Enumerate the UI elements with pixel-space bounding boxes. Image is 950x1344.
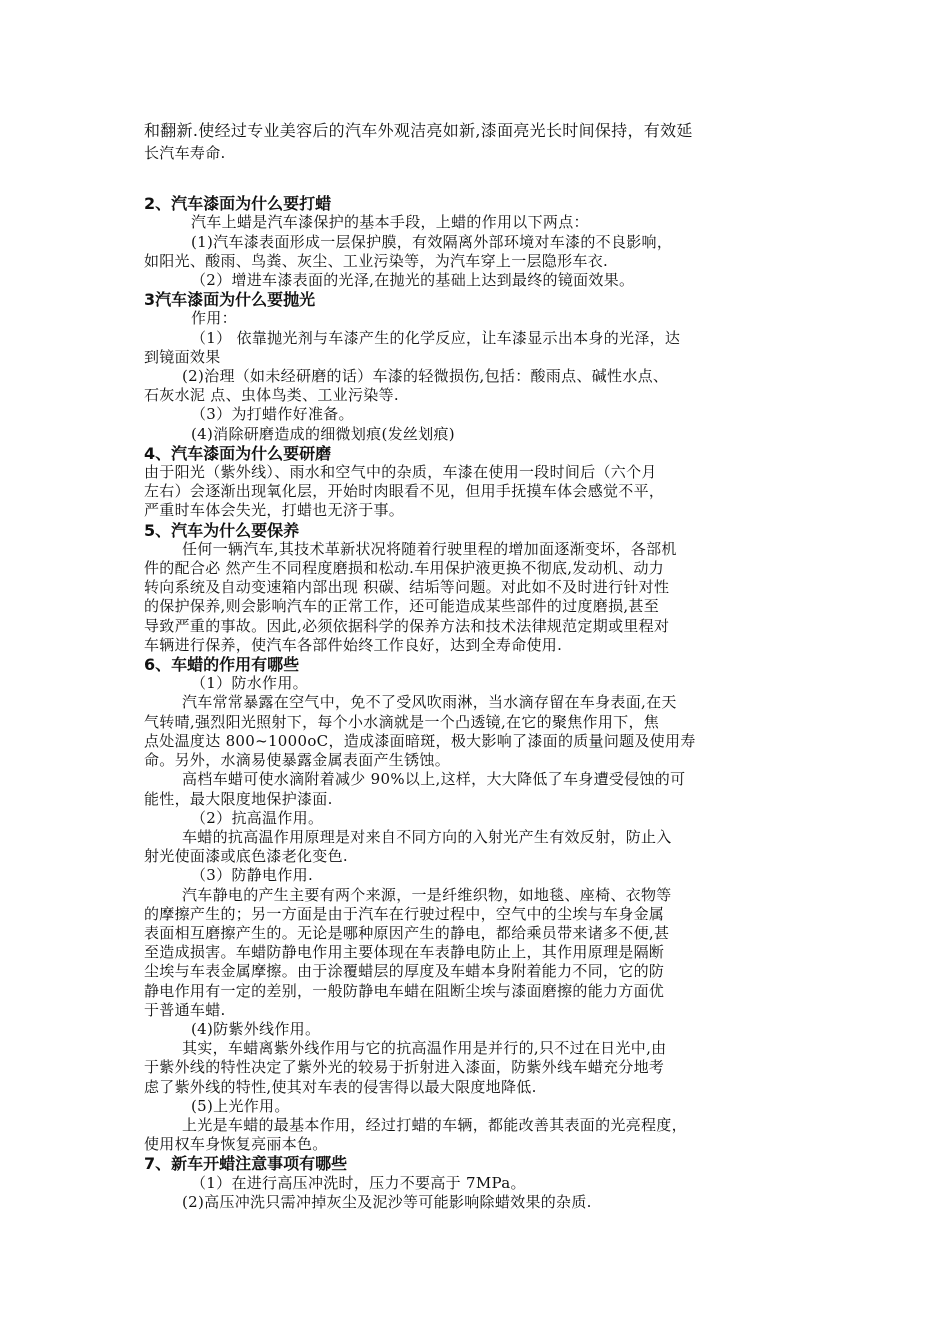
intro-line: 和翻新.使经过专业美容后的汽车外观洁亮如新,漆面亮光长时间保持，有效延 <box>144 121 693 140</box>
paragraph-line: 导致严重的事故。因此,必须依据科学的保养方法和技术法律规范定期或里程对 <box>144 616 670 635</box>
paragraph-line: （3）防静电作用. <box>191 866 314 885</box>
section-heading: 7、新车开蜡注意事项有哪些 <box>144 1154 348 1174</box>
paragraph-line: 静电作用有一定的差别，一般防静电车蜡在阻断尘埃与漆面磨擦的能力方面优 <box>144 981 665 1000</box>
intro-paragraph <box>144 118 809 163</box>
paragraph-line: （3）为打蜡作好准备。 <box>191 405 354 424</box>
paragraph-line: 上光是车蜡的最基本作用，经过打蜡的车辆，都能改善其表面的光亮程度， <box>182 1115 687 1134</box>
paragraph-line: 件的配合必 然产生不同程度磨损和松动.车用保护液更换不彻底,发动机、动力 <box>144 559 665 578</box>
paragraph-line: （2）增进车漆表面的光泽,在抛光的基础上达到最终的镜面效果。 <box>191 271 635 290</box>
paragraph-line: 严重时车体会失光，打蜡也无济于事。 <box>144 501 405 520</box>
paragraph-line: 汽车静电的产生主要有两个来源，一是纤维织物，如地毯、座椅、衣物等 <box>182 885 672 904</box>
paragraph-line: 左右）会逐渐出现氧化层，开始时肉眼看不见，但用手抚摸车体会感觉不平， <box>144 482 665 501</box>
section-polishing-reason <box>144 290 809 444</box>
paragraph-line: 表面相互磨擦产生的。无论是哪种原因产生的静电，都给乘员带来诸多不便,甚 <box>144 923 670 942</box>
paragraph-line: 尘埃与车表金属摩擦。由于涂覆蜡层的厚度及车蜡本身附着能力不同，它的防 <box>144 962 665 981</box>
paragraph-line: 车辆进行保养，使汽车各部件始终工作良好，达到全寿命使用. <box>144 635 563 654</box>
paragraph-line: （1）在进行高压冲洗时，压力不要高于 7MPa。 <box>191 1173 526 1192</box>
paragraph-line: 石灰水泥 点、虫体鸟类、工业污染等. <box>144 386 399 405</box>
paragraph-line: (2)治理（如未经研磨的话）车漆的轻微损伤,包括：酸雨点、碱性水点、 <box>182 367 669 386</box>
section-grinding-reason <box>144 444 809 521</box>
paragraph-line: 作用： <box>191 309 237 328</box>
paragraph-line: 转向系统及自动变速箱内部出现 积碳、结垢等问题。对此如不及时进行针对性 <box>144 578 670 597</box>
paragraph-line: （1）防水作用。 <box>191 674 308 693</box>
paragraph-line: 于普通车蜡. <box>144 1000 226 1019</box>
paragraph-line: 的摩擦产生的；另一方面是由于汽车在行驶过程中，空气中的尘埃与车身金属 <box>144 904 665 923</box>
paragraph-line: 点处温度达 800~1000oC，造成漆面暗斑，极大影响了漆面的质量问题及使用寿 <box>144 731 696 750</box>
paragraph-line: (4)防紫外线作用。 <box>191 1019 321 1038</box>
paragraph-line: (2)高压冲洗只需冲掉灰尘及泥沙等可能影响除蜡效果的杂质. <box>182 1192 592 1211</box>
paragraph-line: 虑了紫外线的特性,使其对车表的侵害得以最大限度地降低. <box>144 1077 537 1096</box>
paragraph-line: 射光使面漆或底色漆老化变色. <box>144 847 348 866</box>
section-heading: 6、车蜡的作用有哪些 <box>144 655 300 675</box>
paragraph-line: 的保护保养,则会影响汽车的正常工作，还可能造成某些部件的过度磨损,甚至 <box>144 597 660 616</box>
paragraph-line: 任何一辆汽车,其技术革新状况将随着行驶里程的增加面逐渐变坏，各部机 <box>182 539 677 558</box>
paragraph-line: 汽车常常暴露在空气中，免不了受风吹雨淋，当水滴存留在车身表面,在天 <box>182 693 677 712</box>
paragraph-line: 由于阳光（紫外线）、雨水和空气中的杂质，车漆在使用一段时间后（六个月 <box>144 463 657 482</box>
paragraph-line: 命。另外，水滴易使暴露金属表面产生锈蚀。 <box>144 751 451 770</box>
paragraph-line: （1） 依靠抛光剂与车漆产生的化学反应，让车漆显示出本身的光泽，达 <box>191 328 681 347</box>
paragraph-line: 能性，最大限度地保护漆面. <box>144 789 333 808</box>
paragraph-line: 汽车上蜡是汽车漆保护的基本手段，上蜡的作用以下两点： <box>191 213 589 232</box>
document-body <box>144 118 809 1212</box>
section-wax-functions <box>144 655 809 1154</box>
section-new-car-dewax <box>144 1154 809 1212</box>
paragraph-line: 于紫外线的特性决定了紫外光的较易于折射进入漆面，防紫外线车蜡充分地考 <box>144 1058 665 1077</box>
section-heading: 5、汽车为什么要保养 <box>144 520 300 540</box>
paragraph-line: (4)消除研磨造成的细微划痕(发丝划痕) <box>191 424 455 443</box>
paragraph-line: 使用权车身恢复亮丽本色。 <box>144 1135 328 1154</box>
section-heading: 3汽车漆面为什么要抛光 <box>144 290 316 310</box>
paragraph-line: 如阳光、酸雨、鸟粪、灰尘、工业污染等，为汽车穿上一层隐形车衣. <box>144 251 609 270</box>
paragraph-line: 车蜡的抗高温作用原理是对来自不同方向的入射光产生有效反射，防止入 <box>182 827 672 846</box>
paragraph-line: 至造成损害。车蜡防静电作用主要体现在车表静电防止上，其作用原理是隔断 <box>144 943 665 962</box>
paragraph-line: 其实，车蜡离紫外线作用与它的抗高温作用是并行的,只不过在日光中,由 <box>182 1039 667 1058</box>
section-heading: 2、汽车漆面为什么要打蜡 <box>144 194 332 214</box>
intro-line: 长汽车寿命. <box>144 144 226 162</box>
paragraph-line: 高档车蜡可使水滴附着减少 90%以上,这样，大大降低了车身遭受侵蚀的可 <box>182 770 686 789</box>
paragraph-line: 气转晴,强烈阳光照射下，每个小水滴就是一个凸透镜,在它的聚焦作用下，焦 <box>144 712 660 731</box>
paragraph-line: 到镜面效果 <box>144 347 221 366</box>
section-heading: 4、汽车漆面为什么要研磨 <box>144 443 332 463</box>
paragraph-line: (5)上光作用。 <box>191 1096 290 1115</box>
paragraph-line: （2）抗高温作用。 <box>191 808 324 827</box>
section-waxing-reason <box>144 194 809 290</box>
section-maintenance-reason <box>144 521 809 655</box>
paragraph-line: (1)汽车漆表面形成一层保护膜，有效隔离外部环境对车漆的不良影响， <box>191 232 673 251</box>
